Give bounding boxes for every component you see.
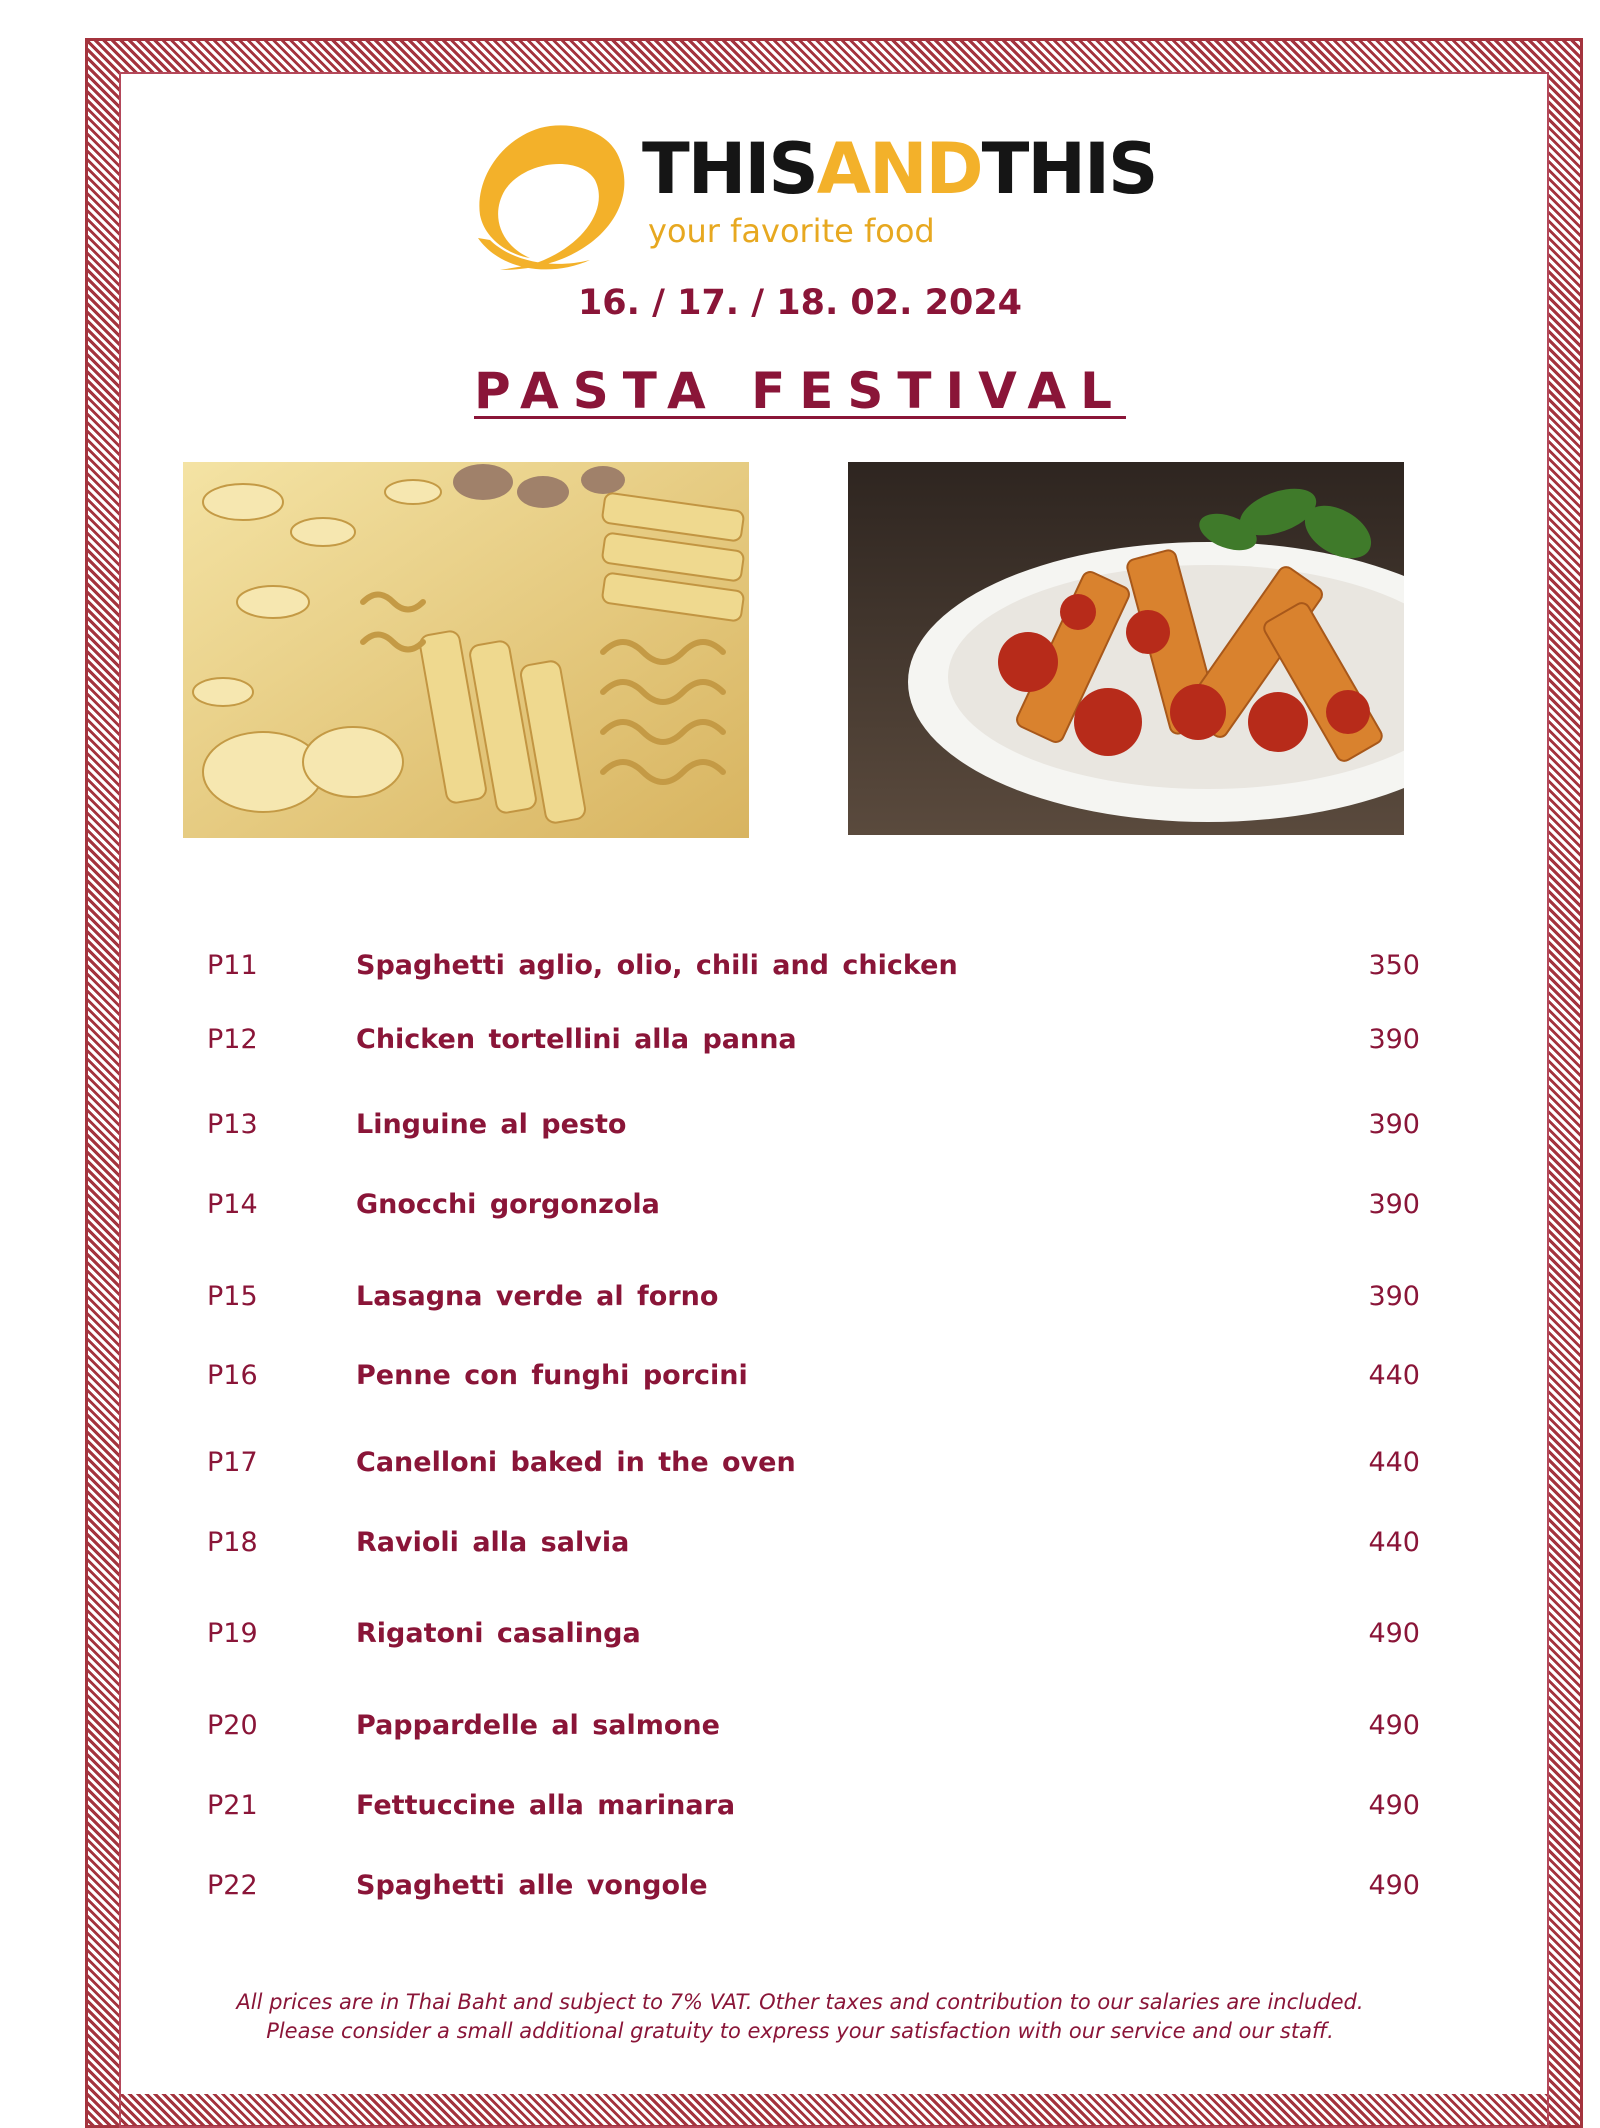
brand-logo <box>470 112 1190 287</box>
menu-item-price: 390 <box>1368 1189 1420 1220</box>
brand-wordmark <box>642 128 1156 210</box>
menu-item-code: P14 <box>207 1189 258 1220</box>
menu-item <box>0 1360 1600 1400</box>
price-disclaimer-line-1: All prices are in Thai Baht and subject to 7% VAT. Other taxes and contribution to our salaries are included. <box>236 1990 1364 2014</box>
brand-word-this: THIS <box>642 128 817 210</box>
menu-item-name: Chicken tortellini alla panna <box>356 1024 797 1055</box>
menu-item <box>0 1527 1600 1567</box>
menu-item-price: 490 <box>1368 1870 1420 1901</box>
fork-spoon-swoosh-icon <box>470 120 640 280</box>
menu-item <box>0 1024 1600 1064</box>
penne-bolognese-plate-photo <box>848 462 1404 835</box>
menu-item-name: Pappardelle al salmone <box>356 1710 720 1741</box>
menu-item-name: Spaghetti alle vongole <box>356 1870 708 1901</box>
menu-item-price: 490 <box>1368 1618 1420 1649</box>
menu-item-name: Gnocchi gorgonzola <box>356 1189 660 1220</box>
menu-item-price: 490 <box>1368 1710 1420 1741</box>
menu-item-name: Penne con funghi porcini <box>356 1360 748 1391</box>
menu-item-code: P11 <box>207 950 258 981</box>
menu-item-price: 390 <box>1368 1024 1420 1055</box>
menu-item-name: Fettuccine alla marinara <box>356 1790 736 1821</box>
menu-item <box>0 1710 1600 1750</box>
menu-item-price: 440 <box>1368 1360 1420 1391</box>
menu-item-name: Rigatoni casalinga <box>356 1618 641 1649</box>
menu-item <box>0 1790 1600 1830</box>
menu-item-price: 390 <box>1368 1109 1420 1140</box>
menu-item <box>0 1189 1600 1229</box>
menu-item-price: 350 <box>1368 950 1420 981</box>
menu-item-code: P15 <box>207 1281 258 1312</box>
menu-item-code: P19 <box>207 1618 258 1649</box>
menu-item-name: Linguine al pesto <box>356 1109 627 1140</box>
menu-item-name: Canelloni baked in the oven <box>356 1447 796 1478</box>
menu-item-price: 390 <box>1368 1281 1420 1312</box>
menu-item <box>0 1447 1600 1487</box>
menu-item-name: Spaghetti aglio, olio, chili and chicken <box>356 950 958 981</box>
menu-item-name: Ravioli alla salvia <box>356 1527 630 1558</box>
menu-item-code: P17 <box>207 1447 258 1478</box>
menu-item-code: P20 <box>207 1710 258 1741</box>
menu-item-code: P22 <box>207 1870 258 1901</box>
menu-item <box>0 1109 1600 1149</box>
menu-item-code: P12 <box>207 1024 258 1055</box>
menu-item-code: P21 <box>207 1790 258 1821</box>
menu-item-price: 440 <box>1368 1447 1420 1478</box>
price-disclaimer <box>0 1988 1600 2046</box>
menu-item <box>0 1618 1600 1658</box>
dry-pasta-assortment-photo <box>183 462 749 838</box>
price-disclaimer-line-2: Please consider a small additional gratuity to express your satisfaction with our service and our staff. <box>266 2019 1334 2043</box>
menu-item-price: 440 <box>1368 1527 1420 1558</box>
menu-item-code: P13 <box>207 1109 258 1140</box>
brand-tagline: your favorite food <box>648 212 935 250</box>
menu-item-code: P18 <box>207 1527 258 1558</box>
brand-word-this-2: THIS <box>981 128 1157 210</box>
event-dates: 16. / 17. / 18. 02. 2024 <box>577 283 1023 323</box>
menu-item <box>0 1870 1600 1910</box>
event-title-text: PASTA FESTIVAL <box>474 362 1126 420</box>
menu-item-price: 490 <box>1368 1790 1420 1821</box>
brand-word-and: AND <box>816 128 982 210</box>
menu-item <box>0 1281 1600 1321</box>
menu-item-name: Lasagna verde al forno <box>356 1281 719 1312</box>
menu-item <box>0 950 1600 990</box>
menu-item-code: P16 <box>207 1360 258 1391</box>
event-title <box>0 362 1600 420</box>
